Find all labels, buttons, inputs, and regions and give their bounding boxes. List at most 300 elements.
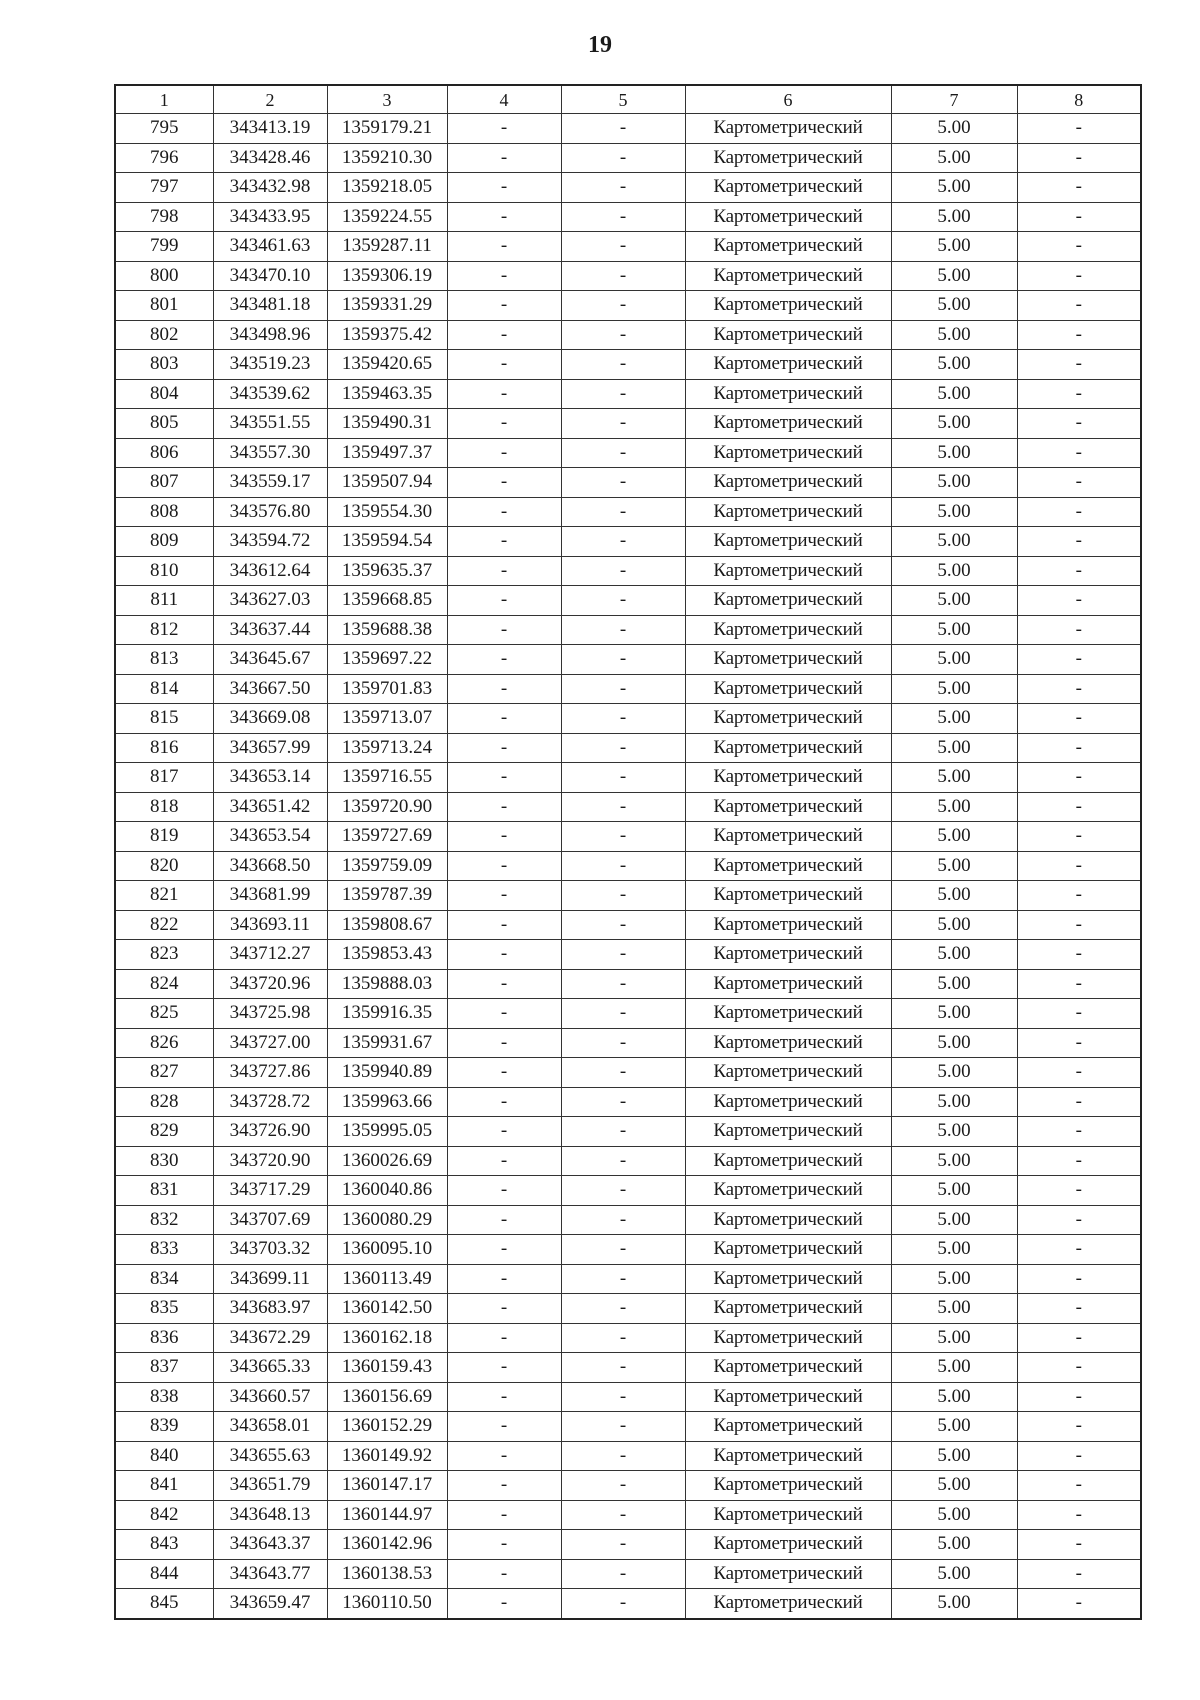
method-cell: Картометрический bbox=[685, 586, 891, 616]
column-header: 3 bbox=[327, 85, 447, 114]
x-coordinate-cell: 343699.11 bbox=[213, 1264, 327, 1294]
x-coordinate-cell: 343653.14 bbox=[213, 763, 327, 793]
y-coordinate-cell: 1360110.50 bbox=[327, 1589, 447, 1619]
column-5-value-cell: - bbox=[561, 733, 685, 763]
column-8-value-cell: - bbox=[1017, 497, 1141, 527]
y-coordinate-cell: 1359179.21 bbox=[327, 114, 447, 144]
column-4-value-cell: - bbox=[447, 232, 561, 262]
point-number-cell: 837 bbox=[115, 1353, 213, 1383]
column-4-value-cell: - bbox=[447, 851, 561, 881]
column-header: 1 bbox=[115, 85, 213, 114]
table-row bbox=[115, 792, 1141, 822]
table-row bbox=[115, 1353, 1141, 1383]
method-cell: Картометрический bbox=[685, 173, 891, 203]
method-cell: Картометрический bbox=[685, 468, 891, 498]
table-row bbox=[115, 881, 1141, 911]
column-4-value-cell: - bbox=[447, 733, 561, 763]
y-coordinate-cell: 1359808.67 bbox=[327, 910, 447, 940]
x-coordinate-cell: 343433.95 bbox=[213, 202, 327, 232]
y-coordinate-cell: 1359668.85 bbox=[327, 586, 447, 616]
column-8-value-cell: - bbox=[1017, 320, 1141, 350]
table-row bbox=[115, 1205, 1141, 1235]
accuracy-cell: 5.00 bbox=[891, 1235, 1017, 1265]
x-coordinate-cell: 343720.90 bbox=[213, 1146, 327, 1176]
accuracy-cell: 5.00 bbox=[891, 438, 1017, 468]
accuracy-cell: 5.00 bbox=[891, 556, 1017, 586]
x-coordinate-cell: 343519.23 bbox=[213, 350, 327, 380]
method-cell: Картометрический bbox=[685, 556, 891, 586]
column-4-value-cell: - bbox=[447, 1471, 561, 1501]
column-8-value-cell: - bbox=[1017, 851, 1141, 881]
column-4-value-cell: - bbox=[447, 1235, 561, 1265]
point-number-cell: 802 bbox=[115, 320, 213, 350]
method-cell: Картометрический bbox=[685, 940, 891, 970]
column-5-value-cell: - bbox=[561, 792, 685, 822]
x-coordinate-cell: 343668.50 bbox=[213, 851, 327, 881]
method-cell: Картометрический bbox=[685, 1294, 891, 1324]
page-number: 19 bbox=[588, 32, 612, 58]
point-number-cell: 809 bbox=[115, 527, 213, 557]
column-5-value-cell: - bbox=[561, 851, 685, 881]
column-header: 2 bbox=[213, 85, 327, 114]
method-cell: Картометрический bbox=[685, 1500, 891, 1530]
x-coordinate-cell: 343637.44 bbox=[213, 615, 327, 645]
column-8-value-cell: - bbox=[1017, 261, 1141, 291]
column-5-value-cell: - bbox=[561, 350, 685, 380]
table-row bbox=[115, 1294, 1141, 1324]
table-body bbox=[115, 114, 1141, 1619]
column-8-value-cell: - bbox=[1017, 350, 1141, 380]
coordinates-table bbox=[114, 84, 1142, 1620]
column-4-value-cell: - bbox=[447, 1412, 561, 1442]
column-5-value-cell: - bbox=[561, 940, 685, 970]
x-coordinate-cell: 343461.63 bbox=[213, 232, 327, 262]
x-coordinate-cell: 343720.96 bbox=[213, 969, 327, 999]
y-coordinate-cell: 1359940.89 bbox=[327, 1058, 447, 1088]
method-cell: Картометрический bbox=[685, 1028, 891, 1058]
column-4-value-cell: - bbox=[447, 615, 561, 645]
y-coordinate-cell: 1359306.19 bbox=[327, 261, 447, 291]
column-5-value-cell: - bbox=[561, 291, 685, 321]
column-4-value-cell: - bbox=[447, 1058, 561, 1088]
method-cell: Картометрический bbox=[685, 409, 891, 439]
point-number-cell: 796 bbox=[115, 143, 213, 173]
point-number-cell: 838 bbox=[115, 1382, 213, 1412]
table-row bbox=[115, 733, 1141, 763]
method-cell: Картометрический bbox=[685, 851, 891, 881]
y-coordinate-cell: 1360138.53 bbox=[327, 1559, 447, 1589]
method-cell: Картометрический bbox=[685, 114, 891, 144]
table-row bbox=[115, 1117, 1141, 1147]
column-4-value-cell: - bbox=[447, 881, 561, 911]
x-coordinate-cell: 343658.01 bbox=[213, 1412, 327, 1442]
column-5-value-cell: - bbox=[561, 969, 685, 999]
column-5-value-cell: - bbox=[561, 822, 685, 852]
column-8-value-cell: - bbox=[1017, 969, 1141, 999]
x-coordinate-cell: 343727.86 bbox=[213, 1058, 327, 1088]
column-8-value-cell: - bbox=[1017, 881, 1141, 911]
column-5-value-cell: - bbox=[561, 143, 685, 173]
column-4-value-cell: - bbox=[447, 261, 561, 291]
point-number-cell: 833 bbox=[115, 1235, 213, 1265]
y-coordinate-cell: 1359210.30 bbox=[327, 143, 447, 173]
column-8-value-cell: - bbox=[1017, 674, 1141, 704]
y-coordinate-cell: 1359716.55 bbox=[327, 763, 447, 793]
accuracy-cell: 5.00 bbox=[891, 763, 1017, 793]
accuracy-cell: 5.00 bbox=[891, 733, 1017, 763]
column-4-value-cell: - bbox=[447, 586, 561, 616]
accuracy-cell: 5.00 bbox=[891, 1412, 1017, 1442]
column-8-value-cell: - bbox=[1017, 1058, 1141, 1088]
accuracy-cell: 5.00 bbox=[891, 350, 1017, 380]
x-coordinate-cell: 343612.64 bbox=[213, 556, 327, 586]
point-number-cell: 804 bbox=[115, 379, 213, 409]
table-row bbox=[115, 645, 1141, 675]
y-coordinate-cell: 1359490.31 bbox=[327, 409, 447, 439]
column-4-value-cell: - bbox=[447, 350, 561, 380]
column-8-value-cell: - bbox=[1017, 173, 1141, 203]
point-number-cell: 836 bbox=[115, 1323, 213, 1353]
method-cell: Картометрический bbox=[685, 1471, 891, 1501]
column-4-value-cell: - bbox=[447, 1028, 561, 1058]
y-coordinate-cell: 1359554.30 bbox=[327, 497, 447, 527]
column-4-value-cell: - bbox=[447, 497, 561, 527]
accuracy-cell: 5.00 bbox=[891, 969, 1017, 999]
column-5-value-cell: - bbox=[561, 586, 685, 616]
x-coordinate-cell: 343470.10 bbox=[213, 261, 327, 291]
column-8-value-cell: - bbox=[1017, 291, 1141, 321]
point-number-cell: 825 bbox=[115, 999, 213, 1029]
x-coordinate-cell: 343432.98 bbox=[213, 173, 327, 203]
point-number-cell: 810 bbox=[115, 556, 213, 586]
column-4-value-cell: - bbox=[447, 674, 561, 704]
point-number-cell: 813 bbox=[115, 645, 213, 675]
column-5-value-cell: - bbox=[561, 674, 685, 704]
column-8-value-cell: - bbox=[1017, 1087, 1141, 1117]
column-5-value-cell: - bbox=[561, 409, 685, 439]
x-coordinate-cell: 343648.13 bbox=[213, 1500, 327, 1530]
method-cell: Картометрический bbox=[685, 615, 891, 645]
column-4-value-cell: - bbox=[447, 438, 561, 468]
column-4-value-cell: - bbox=[447, 556, 561, 586]
method-cell: Картометрический bbox=[685, 1058, 891, 1088]
accuracy-cell: 5.00 bbox=[891, 1176, 1017, 1206]
table-row bbox=[115, 1530, 1141, 1560]
point-number-cell: 840 bbox=[115, 1441, 213, 1471]
x-coordinate-cell: 343651.42 bbox=[213, 792, 327, 822]
accuracy-cell: 5.00 bbox=[891, 1058, 1017, 1088]
table-row bbox=[115, 1382, 1141, 1412]
column-8-value-cell: - bbox=[1017, 1559, 1141, 1589]
column-4-value-cell: - bbox=[447, 999, 561, 1029]
accuracy-cell: 5.00 bbox=[891, 1146, 1017, 1176]
column-header: 5 bbox=[561, 85, 685, 114]
method-cell: Картометрический bbox=[685, 438, 891, 468]
x-coordinate-cell: 343712.27 bbox=[213, 940, 327, 970]
point-number-cell: 811 bbox=[115, 586, 213, 616]
accuracy-cell: 5.00 bbox=[891, 320, 1017, 350]
method-cell: Картометрический bbox=[685, 645, 891, 675]
method-cell: Картометрический bbox=[685, 202, 891, 232]
x-coordinate-cell: 343657.99 bbox=[213, 733, 327, 763]
table-row bbox=[115, 1412, 1141, 1442]
column-4-value-cell: - bbox=[447, 1264, 561, 1294]
column-8-value-cell: - bbox=[1017, 1323, 1141, 1353]
column-4-value-cell: - bbox=[447, 173, 561, 203]
method-cell: Картометрический bbox=[685, 792, 891, 822]
y-coordinate-cell: 1360152.29 bbox=[327, 1412, 447, 1442]
point-number-cell: 799 bbox=[115, 232, 213, 262]
accuracy-cell: 5.00 bbox=[891, 615, 1017, 645]
x-coordinate-cell: 343655.63 bbox=[213, 1441, 327, 1471]
method-cell: Картометрический bbox=[685, 291, 891, 321]
method-cell: Картометрический bbox=[685, 999, 891, 1029]
column-8-value-cell: - bbox=[1017, 1353, 1141, 1383]
point-number-cell: 812 bbox=[115, 615, 213, 645]
column-4-value-cell: - bbox=[447, 910, 561, 940]
method-cell: Картометрический bbox=[685, 1530, 891, 1560]
point-number-cell: 805 bbox=[115, 409, 213, 439]
method-cell: Картометрический bbox=[685, 822, 891, 852]
point-number-cell: 823 bbox=[115, 940, 213, 970]
column-4-value-cell: - bbox=[447, 291, 561, 321]
method-cell: Картометрический bbox=[685, 733, 891, 763]
y-coordinate-cell: 1360144.97 bbox=[327, 1500, 447, 1530]
column-4-value-cell: - bbox=[447, 1589, 561, 1619]
column-4-value-cell: - bbox=[447, 822, 561, 852]
table-row bbox=[115, 1441, 1141, 1471]
y-coordinate-cell: 1359463.35 bbox=[327, 379, 447, 409]
point-number-cell: 797 bbox=[115, 173, 213, 203]
column-8-value-cell: - bbox=[1017, 1264, 1141, 1294]
x-coordinate-cell: 343498.96 bbox=[213, 320, 327, 350]
column-5-value-cell: - bbox=[561, 1559, 685, 1589]
x-coordinate-cell: 343653.54 bbox=[213, 822, 327, 852]
x-coordinate-cell: 343683.97 bbox=[213, 1294, 327, 1324]
method-cell: Картометрический bbox=[685, 1264, 891, 1294]
column-5-value-cell: - bbox=[561, 379, 685, 409]
accuracy-cell: 5.00 bbox=[891, 910, 1017, 940]
method-cell: Картометрический bbox=[685, 143, 891, 173]
accuracy-cell: 5.00 bbox=[891, 1117, 1017, 1147]
method-cell: Картометрический bbox=[685, 881, 891, 911]
column-4-value-cell: - bbox=[447, 114, 561, 144]
column-5-value-cell: - bbox=[561, 497, 685, 527]
method-cell: Картометрический bbox=[685, 1323, 891, 1353]
column-header: 4 bbox=[447, 85, 561, 114]
column-5-value-cell: - bbox=[561, 1530, 685, 1560]
column-5-value-cell: - bbox=[561, 468, 685, 498]
point-number-cell: 816 bbox=[115, 733, 213, 763]
accuracy-cell: 5.00 bbox=[891, 261, 1017, 291]
column-8-value-cell: - bbox=[1017, 733, 1141, 763]
x-coordinate-cell: 343728.72 bbox=[213, 1087, 327, 1117]
point-number-cell: 819 bbox=[115, 822, 213, 852]
column-5-value-cell: - bbox=[561, 202, 685, 232]
point-number-cell: 822 bbox=[115, 910, 213, 940]
y-coordinate-cell: 1360080.29 bbox=[327, 1205, 447, 1235]
column-8-value-cell: - bbox=[1017, 114, 1141, 144]
accuracy-cell: 5.00 bbox=[891, 291, 1017, 321]
method-cell: Картометрический bbox=[685, 350, 891, 380]
x-coordinate-cell: 343693.11 bbox=[213, 910, 327, 940]
point-number-cell: 801 bbox=[115, 291, 213, 321]
column-8-value-cell: - bbox=[1017, 1205, 1141, 1235]
point-number-cell: 808 bbox=[115, 497, 213, 527]
y-coordinate-cell: 1360113.49 bbox=[327, 1264, 447, 1294]
column-4-value-cell: - bbox=[447, 1353, 561, 1383]
column-5-value-cell: - bbox=[561, 704, 685, 734]
column-header: 7 bbox=[891, 85, 1017, 114]
column-8-value-cell: - bbox=[1017, 1441, 1141, 1471]
table-row bbox=[115, 851, 1141, 881]
accuracy-cell: 5.00 bbox=[891, 822, 1017, 852]
method-cell: Картометрический bbox=[685, 1441, 891, 1471]
method-cell: Картометрический bbox=[685, 674, 891, 704]
column-8-value-cell: - bbox=[1017, 1530, 1141, 1560]
y-coordinate-cell: 1360142.96 bbox=[327, 1530, 447, 1560]
table-row bbox=[115, 1264, 1141, 1294]
table-row bbox=[115, 1500, 1141, 1530]
column-5-value-cell: - bbox=[561, 615, 685, 645]
point-number-cell: 834 bbox=[115, 1264, 213, 1294]
column-5-value-cell: - bbox=[561, 1500, 685, 1530]
y-coordinate-cell: 1359853.43 bbox=[327, 940, 447, 970]
accuracy-cell: 5.00 bbox=[891, 674, 1017, 704]
y-coordinate-cell: 1359287.11 bbox=[327, 232, 447, 262]
x-coordinate-cell: 343645.67 bbox=[213, 645, 327, 675]
y-coordinate-cell: 1359916.35 bbox=[327, 999, 447, 1029]
point-number-cell: 806 bbox=[115, 438, 213, 468]
method-cell: Картометрический bbox=[685, 1146, 891, 1176]
column-8-value-cell: - bbox=[1017, 556, 1141, 586]
point-number-cell: 843 bbox=[115, 1530, 213, 1560]
accuracy-cell: 5.00 bbox=[891, 1264, 1017, 1294]
column-4-value-cell: - bbox=[447, 940, 561, 970]
table-row bbox=[115, 969, 1141, 999]
x-coordinate-cell: 343725.98 bbox=[213, 999, 327, 1029]
table-row bbox=[115, 1028, 1141, 1058]
accuracy-cell: 5.00 bbox=[891, 1205, 1017, 1235]
y-coordinate-cell: 1359224.55 bbox=[327, 202, 447, 232]
point-number-cell: 844 bbox=[115, 1559, 213, 1589]
column-8-value-cell: - bbox=[1017, 704, 1141, 734]
column-5-value-cell: - bbox=[561, 1235, 685, 1265]
point-number-cell: 845 bbox=[115, 1589, 213, 1619]
column-5-value-cell: - bbox=[561, 1382, 685, 1412]
column-5-value-cell: - bbox=[561, 1028, 685, 1058]
method-cell: Картометрический bbox=[685, 1589, 891, 1619]
column-4-value-cell: - bbox=[447, 1176, 561, 1206]
method-cell: Картометрический bbox=[685, 379, 891, 409]
accuracy-cell: 5.00 bbox=[891, 1294, 1017, 1324]
column-8-value-cell: - bbox=[1017, 1500, 1141, 1530]
y-coordinate-cell: 1360149.92 bbox=[327, 1441, 447, 1471]
column-5-value-cell: - bbox=[561, 320, 685, 350]
y-coordinate-cell: 1359594.54 bbox=[327, 527, 447, 557]
table-row bbox=[115, 261, 1141, 291]
column-8-value-cell: - bbox=[1017, 379, 1141, 409]
table-row bbox=[115, 940, 1141, 970]
column-8-value-cell: - bbox=[1017, 1412, 1141, 1442]
column-5-value-cell: - bbox=[561, 1294, 685, 1324]
x-coordinate-cell: 343539.62 bbox=[213, 379, 327, 409]
y-coordinate-cell: 1359688.38 bbox=[327, 615, 447, 645]
y-coordinate-cell: 1360142.50 bbox=[327, 1294, 447, 1324]
table-row bbox=[115, 114, 1141, 144]
table-row bbox=[115, 763, 1141, 793]
column-8-value-cell: - bbox=[1017, 1146, 1141, 1176]
column-8-value-cell: - bbox=[1017, 143, 1141, 173]
column-4-value-cell: - bbox=[447, 1323, 561, 1353]
method-cell: Картометрический bbox=[685, 261, 891, 291]
accuracy-cell: 5.00 bbox=[891, 527, 1017, 557]
column-8-value-cell: - bbox=[1017, 1235, 1141, 1265]
accuracy-cell: 5.00 bbox=[891, 202, 1017, 232]
y-coordinate-cell: 1359375.42 bbox=[327, 320, 447, 350]
table-row bbox=[115, 202, 1141, 232]
column-8-value-cell: - bbox=[1017, 1117, 1141, 1147]
y-coordinate-cell: 1359713.24 bbox=[327, 733, 447, 763]
y-coordinate-cell: 1359713.07 bbox=[327, 704, 447, 734]
accuracy-cell: 5.00 bbox=[891, 173, 1017, 203]
column-4-value-cell: - bbox=[447, 645, 561, 675]
y-coordinate-cell: 1359759.09 bbox=[327, 851, 447, 881]
column-5-value-cell: - bbox=[561, 1264, 685, 1294]
table-row bbox=[115, 350, 1141, 380]
column-8-value-cell: - bbox=[1017, 940, 1141, 970]
accuracy-cell: 5.00 bbox=[891, 940, 1017, 970]
column-5-value-cell: - bbox=[561, 1146, 685, 1176]
accuracy-cell: 5.00 bbox=[891, 1441, 1017, 1471]
accuracy-cell: 5.00 bbox=[891, 114, 1017, 144]
accuracy-cell: 5.00 bbox=[891, 143, 1017, 173]
x-coordinate-cell: 343594.72 bbox=[213, 527, 327, 557]
column-8-value-cell: - bbox=[1017, 202, 1141, 232]
column-5-value-cell: - bbox=[561, 556, 685, 586]
x-coordinate-cell: 343643.37 bbox=[213, 1530, 327, 1560]
table-row bbox=[115, 438, 1141, 468]
column-5-value-cell: - bbox=[561, 645, 685, 675]
x-coordinate-cell: 343559.17 bbox=[213, 468, 327, 498]
column-5-value-cell: - bbox=[561, 232, 685, 262]
column-5-value-cell: - bbox=[561, 1412, 685, 1442]
accuracy-cell: 5.00 bbox=[891, 468, 1017, 498]
y-coordinate-cell: 1359697.22 bbox=[327, 645, 447, 675]
x-coordinate-cell: 343717.29 bbox=[213, 1176, 327, 1206]
accuracy-cell: 5.00 bbox=[891, 1323, 1017, 1353]
table-row bbox=[115, 822, 1141, 852]
accuracy-cell: 5.00 bbox=[891, 1530, 1017, 1560]
column-4-value-cell: - bbox=[447, 1117, 561, 1147]
column-8-value-cell: - bbox=[1017, 615, 1141, 645]
method-cell: Картометрический bbox=[685, 1176, 891, 1206]
point-number-cell: 803 bbox=[115, 350, 213, 380]
column-5-value-cell: - bbox=[561, 1589, 685, 1619]
x-coordinate-cell: 343481.18 bbox=[213, 291, 327, 321]
column-8-value-cell: - bbox=[1017, 792, 1141, 822]
column-5-value-cell: - bbox=[561, 881, 685, 911]
y-coordinate-cell: 1359931.67 bbox=[327, 1028, 447, 1058]
column-8-value-cell: - bbox=[1017, 1471, 1141, 1501]
x-coordinate-cell: 343651.79 bbox=[213, 1471, 327, 1501]
point-number-cell: 829 bbox=[115, 1117, 213, 1147]
table-row bbox=[115, 556, 1141, 586]
column-4-value-cell: - bbox=[447, 202, 561, 232]
accuracy-cell: 5.00 bbox=[891, 1471, 1017, 1501]
x-coordinate-cell: 343413.19 bbox=[213, 114, 327, 144]
point-number-cell: 807 bbox=[115, 468, 213, 498]
